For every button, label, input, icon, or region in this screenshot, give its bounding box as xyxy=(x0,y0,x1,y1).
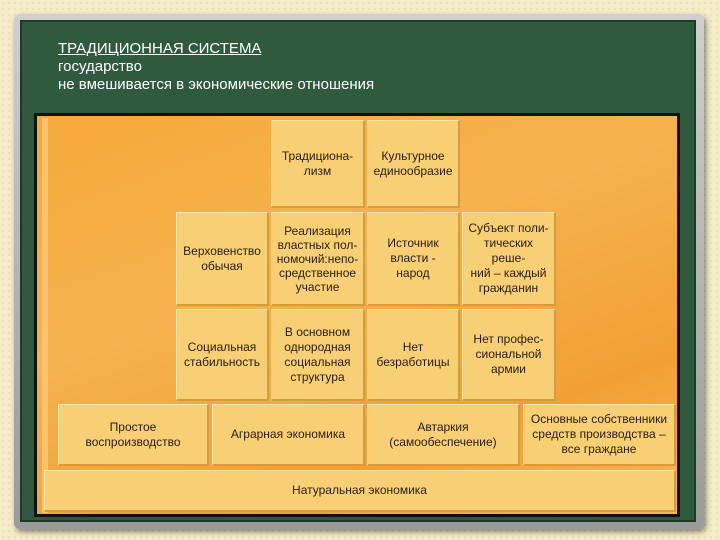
block-traditionalism: Традициона- лизм xyxy=(271,120,365,208)
slide-subtitle-line2: не вмешивается в экономические отношения xyxy=(58,76,375,93)
block-agrarian-economy: Аграрная экономика xyxy=(212,404,365,466)
block-no-professional-army: Нет профес- сиональной армии xyxy=(462,309,556,401)
slide-header xyxy=(58,40,678,94)
block-simple-reproduction: Простое воспроизводство xyxy=(58,404,209,466)
slide-subtitle-line1: государство xyxy=(58,58,142,75)
block-owners-all-citizens: Основные собственники средств производства – все граждане xyxy=(523,404,676,466)
block-no-unemployment: Нет безработицы xyxy=(367,309,460,401)
block-homogeneous-structure: В основном однородная социальная структура xyxy=(271,309,365,401)
block-source-of-power: Источник власти - народ xyxy=(367,212,460,306)
block-political-subject: Субъект поли- тических реше- ний – каждый гражданин xyxy=(462,212,556,306)
block-cultural-uniformity: Культурное единообразие xyxy=(367,120,460,208)
slide-title: ТРАДИЦИОННАЯ СИСТЕМА xyxy=(58,40,262,57)
block-natural-economy: Натуральная экономика xyxy=(44,470,676,512)
block-social-stability: Социальная стабильность xyxy=(176,309,269,401)
block-autarky: Автаркия (самообеспечение) xyxy=(367,404,520,466)
block-custom-supremacy: Верховенство обычая xyxy=(176,212,269,306)
block-power-realization: Реализация властных пол- номочий:непо- средственное участие xyxy=(271,212,365,306)
